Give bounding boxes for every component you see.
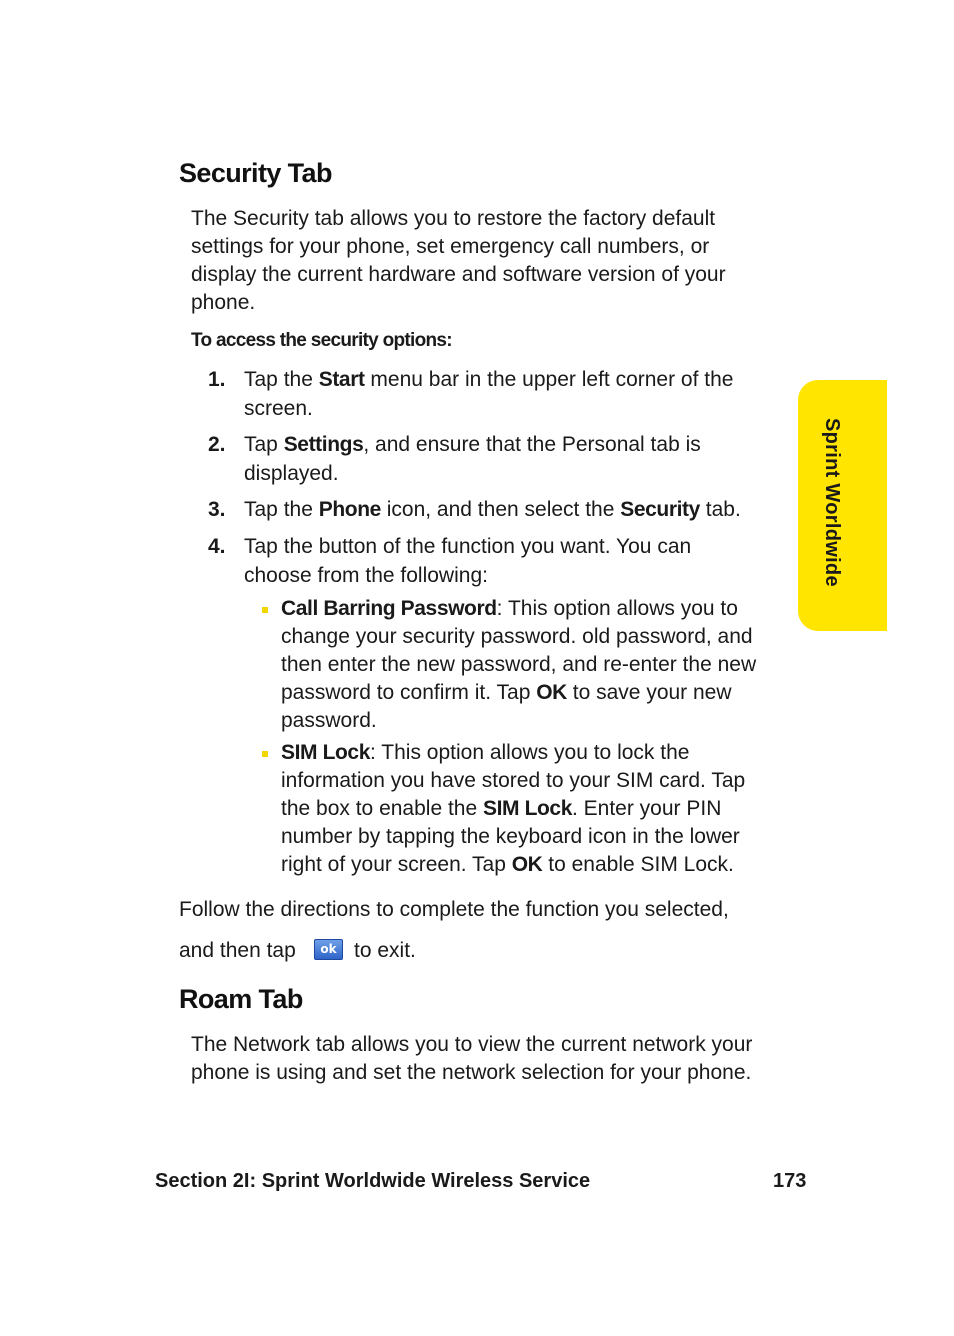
bullet-text: Call Barring Password: This option allows you to change your security password. old password, and then enter the new password, and re-enter the new password to confirm it. Tap OK to save your new password. [281, 597, 757, 732]
access-subheading: To access the security options: [191, 330, 452, 351]
follow-directions-line1: Follow the directions to complete the function you selected, [179, 898, 729, 921]
step-number: 4. [208, 535, 226, 558]
step-text: Tap the button of the function you want. You can choose from the following: [244, 535, 692, 587]
heading-security-tab: Security Tab [179, 158, 332, 188]
step-number: 2. [208, 433, 226, 456]
footer-section: Section 2I: Sprint Worldwide Wireless Service [155, 1170, 591, 1192]
step-text: Tap the Start menu bar in the upper left corner of the screen. [244, 368, 734, 420]
step-number: 3. [208, 498, 226, 521]
follow-directions-line2a: and then tap [179, 939, 296, 962]
ok-icon: ok [314, 939, 343, 960]
side-tab-label: Sprint Worldwide [821, 418, 843, 587]
roam-intro: The Network tab allows you to view the current network your phone is using and set the network selection for your phone. [191, 1033, 753, 1084]
bullet-marker [262, 751, 268, 757]
bullet-text: SIM Lock: This option allows you to lock the information you have stored to your SIM card. Tap the box to enable the SIM Lock. Enter your PIN number by tapping the keyboard icon in the lower right of your screen. Tap OK to enable SIM Lock. [281, 741, 746, 876]
footer-page-number: 173 [773, 1170, 807, 1192]
step-number: 1. [208, 368, 226, 391]
follow-directions-line2b: to exit. [354, 939, 416, 962]
security-intro: The Security tab allows you to restore the factory default settings for your phone, set emergency call numbers, or display the current hardware and software version of your phone. [191, 207, 726, 314]
step-text: Tap the Phone icon, and then select the Security tab. [244, 498, 741, 521]
heading-roam-tab: Roam Tab [179, 984, 303, 1014]
bullet-marker [262, 607, 268, 613]
step-text: Tap Settings, and ensure that the Personal tab is displayed. [244, 433, 701, 485]
